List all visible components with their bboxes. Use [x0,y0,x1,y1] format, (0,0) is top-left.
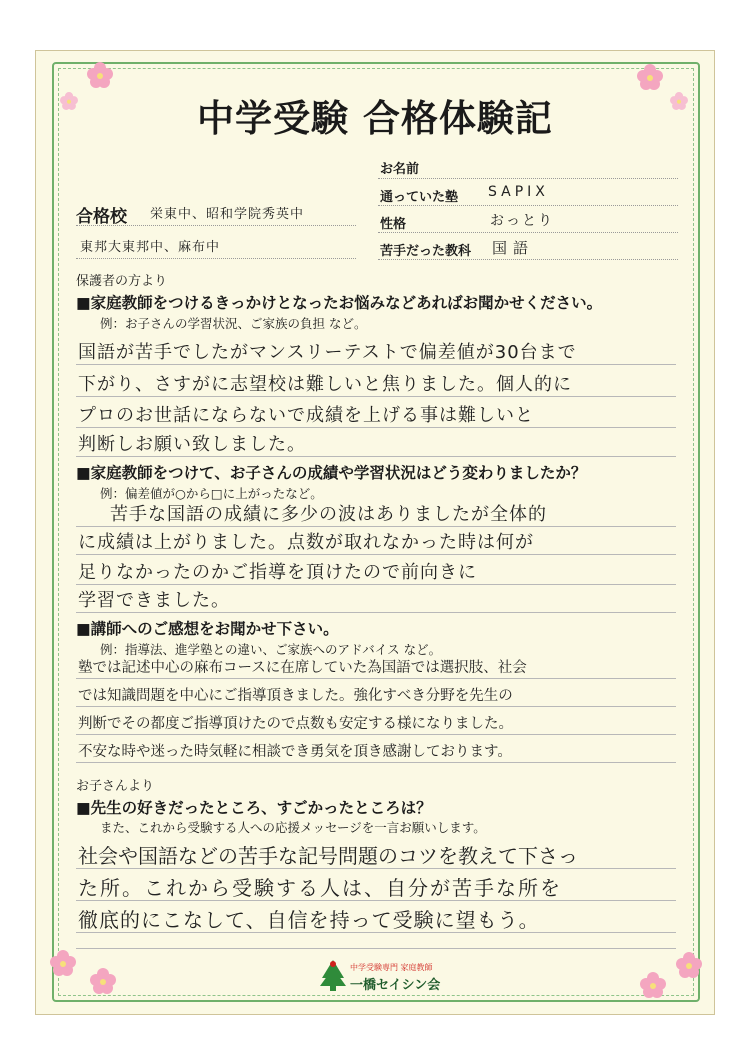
section2-line: 足りなかったのかご指導を頂けたので前向きに [78,562,477,583]
rule-line [76,526,676,527]
flower-icon [676,952,702,978]
section1-line: プロのお世話にならないで成績を上げる事は難しいと [78,405,534,426]
rule-line [76,948,676,949]
flower-icon [640,972,666,998]
divider [378,259,678,260]
parent-header: 保護者の方より [76,274,168,289]
rule-line [76,584,676,585]
rule-line [76,678,676,679]
child-subheading: また、これから受験する人への応援メッセージを一言お願いします。 [100,820,486,835]
section3-line: では知識問題を中心にご指導頂きました。強化すべき分野を先生の [78,688,513,704]
section1-example: 例：お子さんの学習状況、ご家族の負担 など。 [100,316,367,331]
child-heading: ■先生の好きだったところ、すごかったところは？ [76,799,432,817]
rule-line [76,612,676,613]
section3-line: 塾では記述中心の麻布コースに在席していた為国語では選択肢、社会 [78,660,527,676]
section2-line: 苦手な国語の成績に多少の波はありましたが全体的 [110,504,547,525]
footer-tagline: 中学受験専門 家庭教師 [350,963,433,972]
divider [378,178,678,179]
section1-heading: ■家庭教師をつけるきっかけとなったお悩みなどあればお聞かせください。 [76,294,603,312]
rule-line [76,868,676,869]
flower-icon [637,64,663,90]
section3-line: 不安な時や迷った時気軽に相談でき勇気を頂き感謝しております。 [78,744,512,760]
divider [76,225,356,226]
section3-line: 判断でその都度ご指導頂けたので点数も安定する様になりました。 [78,716,513,732]
rule-line [76,932,676,933]
rule-line [76,706,676,707]
divider [378,232,678,233]
tree-logo-icon [320,958,346,992]
flower-icon [87,62,113,88]
rule-line [76,364,676,365]
page-title: 中学受験 合格体験記 [197,97,553,140]
school-label: 合格校 [76,207,127,227]
rule-line [76,762,676,763]
personality-value: おっとり [490,213,554,229]
rule-line [76,554,676,555]
personality-label: 性格 [380,217,407,232]
child-line: た所。これから受験する人は、自分が苦手な所を [78,876,562,900]
juku-label: 通っていた塾 [380,190,459,205]
rule-line [76,900,676,901]
section1-line: 判断しお願い致しました。 [78,434,306,455]
section2-example: 例：偏差値が○から□に上がったなど。 [100,486,323,501]
weak-subject-value: 国語 [492,239,535,257]
footer-brand: 一橋セイシン会 [350,978,441,993]
section2-line: に成績は上がりました。点数が取れなかった時は何が [78,532,534,553]
child-line: 徹底的にこなして、自信を持って受験に望もう。 [78,908,540,932]
rule-line [76,456,676,457]
weak-subject-label: 苦手だった教科 [380,244,472,259]
juku-value: SAPIX [488,184,549,200]
rule-line [76,396,676,397]
school-line1: 栄東中、昭和学院秀英中 [150,207,305,222]
child-line: 社会や国語などの苦手な記号問題のコツを教えて下さっ [78,844,578,868]
section2-line: 学習できました。 [78,590,230,611]
rule-line [76,427,676,428]
divider [378,205,678,206]
section2-heading: ■家庭教師をつけて、お子さんの成績や学習状況はどう変わりましたか？ [76,464,587,482]
name-label: お名前 [380,162,420,177]
section1-line: 下がり、さすがに志望校は難しいと焦りました。個人的に [78,374,572,395]
section3-heading: ■講師へのご感想をお聞かせ下さい。 [76,620,339,638]
divider [76,258,356,259]
child-header: お子さんより [76,779,155,794]
rule-line [76,734,676,735]
flower-icon [90,968,116,994]
flower-icon [50,950,76,976]
section1-line: 国語が苦手でしたがマンスリーテストで偏差値が30台まで [78,342,577,363]
section3-example: 例：指導法、進学塾との違い、ご家族へのアドバイス など。 [100,642,442,657]
school-line2: 東邦大東邦中、麻布中 [80,240,221,255]
